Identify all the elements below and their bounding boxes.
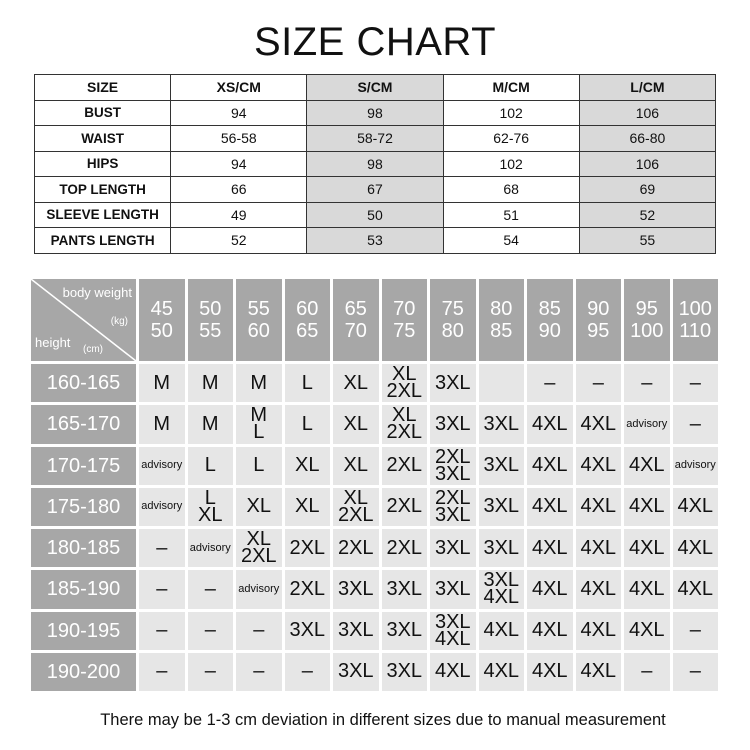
size-cell (576, 364, 622, 402)
size-cell (382, 447, 428, 485)
size-value: 3XL (434, 610, 471, 633)
size-cell (333, 529, 379, 567)
size-value: 3XL (483, 569, 520, 592)
size-cell (236, 612, 282, 650)
size-cell (139, 529, 185, 567)
measurement-row (35, 151, 716, 177)
size-cell (624, 405, 670, 443)
size-value: – (156, 660, 168, 683)
size-value: XL (343, 454, 368, 477)
size-value: 2XL (289, 577, 326, 600)
size-value: 4XL (483, 586, 520, 609)
page-title: SIZE CHART (253, 20, 497, 64)
size-cell (285, 529, 331, 567)
size-value: M (201, 412, 219, 435)
size-value: – (689, 412, 701, 435)
size-cell (333, 570, 379, 608)
size-cell (139, 612, 185, 650)
size-value: 3XL (337, 577, 374, 600)
size-value: 2XL (337, 503, 374, 526)
height-range-header: 190-200 (31, 653, 136, 691)
size-value: advisory (141, 500, 183, 513)
size-cell (527, 364, 573, 402)
size-cell (673, 612, 719, 650)
size-cell (382, 405, 428, 443)
size-value: 4XL (434, 627, 471, 650)
weight-range-value: 100 (678, 298, 712, 320)
weight-range-value: 55 (199, 320, 222, 342)
weight-range-value: 60 (296, 298, 319, 320)
weight-range-header (139, 279, 185, 361)
size-cell (430, 529, 476, 567)
size-value: 3XL (483, 454, 520, 477)
measurement-header-cell: SIZE (35, 75, 171, 101)
size-cell (188, 405, 234, 443)
size-value: 3XL (483, 412, 520, 435)
size-value: 2XL (386, 454, 423, 477)
size-value: – (301, 660, 313, 683)
size-cell (285, 488, 331, 526)
size-value: 3XL (434, 371, 471, 394)
height-range-header: 170-175 (31, 447, 136, 485)
weight-range-header (576, 279, 622, 361)
height-range-header: 175-180 (31, 488, 136, 526)
measurement-table (34, 74, 716, 254)
size-cell (382, 612, 428, 650)
weight-range-value: 65 (296, 320, 319, 342)
size-value: 4XL (628, 619, 665, 642)
size-value: – (204, 577, 216, 600)
size-cell (527, 405, 573, 443)
size-cell (333, 653, 379, 691)
size-value: – (544, 371, 556, 394)
size-value: 4XL (531, 412, 568, 435)
size-value: XL (295, 495, 320, 518)
size-cell (527, 529, 573, 567)
weight-range-header (479, 279, 525, 361)
size-cell (188, 447, 234, 485)
measurement-value: 52 (171, 228, 307, 254)
measurement-value: 58-72 (307, 126, 443, 152)
size-cell (479, 447, 525, 485)
size-value: M (250, 404, 268, 427)
size-value: – (156, 619, 168, 642)
size-value: – (689, 660, 701, 683)
size-cell (576, 653, 622, 691)
size-value: 3XL (386, 619, 423, 642)
measurement-label: HIPS (35, 151, 171, 177)
size-value: 4XL (531, 577, 568, 600)
size-value: – (689, 371, 701, 394)
measurement-value: 54 (443, 228, 579, 254)
size-cell (430, 570, 476, 608)
size-value: XL (246, 495, 271, 518)
size-value: 2XL (386, 380, 423, 403)
size-cell (624, 653, 670, 691)
size-value: 4XL (677, 536, 714, 559)
measurement-row (35, 202, 716, 228)
measurement-value: 102 (443, 100, 579, 126)
size-value: advisory (674, 459, 716, 472)
weight-range-value: 45 (150, 298, 173, 320)
size-value: 4XL (628, 577, 665, 600)
size-cell (188, 529, 234, 567)
size-cell (673, 570, 719, 608)
size-cell (236, 405, 282, 443)
measurement-value: 50 (307, 202, 443, 228)
weight-range-header (333, 279, 379, 361)
size-value: – (204, 660, 216, 683)
weight-range-value: 80 (441, 320, 464, 342)
weight-range-value: 85 (538, 298, 561, 320)
size-cell (333, 364, 379, 402)
weight-range-value: 90 (538, 320, 561, 342)
size-value: 3XL (386, 660, 423, 683)
size-value: M (201, 371, 219, 394)
size-cell (236, 488, 282, 526)
size-value: 4XL (531, 454, 568, 477)
size-value: 2XL (289, 536, 326, 559)
size-value: 4XL (531, 619, 568, 642)
measurement-value: 106 (579, 100, 715, 126)
size-value: – (156, 536, 168, 559)
size-cell (382, 364, 428, 402)
size-cell (527, 653, 573, 691)
size-cell (139, 653, 185, 691)
size-value: 2XL (240, 545, 277, 568)
size-cell (188, 653, 234, 691)
size-value: advisory (189, 541, 231, 554)
weight-range-value: 50 (199, 298, 222, 320)
size-cell (236, 364, 282, 402)
size-value: 4XL (531, 495, 568, 518)
measurement-value: 56-58 (171, 126, 307, 152)
measurement-header-cell: M/CM (443, 75, 579, 101)
size-value: 2XL (434, 445, 471, 468)
size-cell (673, 405, 719, 443)
size-value: L (301, 371, 313, 394)
measurement-row (35, 126, 716, 152)
size-cell (576, 447, 622, 485)
size-cell (382, 529, 428, 567)
size-cell (285, 405, 331, 443)
size-cell (576, 529, 622, 567)
weight-range-value: 80 (490, 298, 513, 320)
size-cell (479, 529, 525, 567)
size-cell (188, 612, 234, 650)
measurement-value: 94 (171, 100, 307, 126)
size-cell (430, 612, 476, 650)
size-value: XL (198, 503, 223, 526)
size-cell (624, 364, 670, 402)
measurement-row (35, 228, 716, 254)
height-range-header: 185-190 (31, 570, 136, 608)
size-value: 3XL (434, 412, 471, 435)
measurement-row (35, 100, 716, 126)
weight-range-value: 70 (344, 320, 367, 342)
measurement-value: 66-80 (579, 126, 715, 152)
weight-range-header (624, 279, 670, 361)
size-value: 3XL (289, 619, 326, 642)
measurement-header-cell: L/CM (579, 75, 715, 101)
size-value: 3XL (337, 660, 374, 683)
size-value: 2XL (337, 536, 374, 559)
height-range-header: 165-170 (31, 405, 136, 443)
size-cell (479, 570, 525, 608)
size-value: 4XL (483, 619, 520, 642)
size-cell (139, 570, 185, 608)
weight-range-value: 75 (393, 320, 416, 342)
measurement-row (35, 177, 716, 203)
size-value: L (253, 421, 265, 444)
weight-range-value: 70 (393, 298, 416, 320)
measurement-value: 62-76 (443, 126, 579, 152)
measurement-note: There may be 1-3 cm deviation in different sizes due to manual measurement (100, 711, 666, 729)
measurement-value: 55 (579, 228, 715, 254)
size-cell (382, 653, 428, 691)
size-value: XL (343, 371, 368, 394)
size-cell (624, 570, 670, 608)
size-cell (285, 653, 331, 691)
size-value: 3XL (337, 619, 374, 642)
measurement-value: 53 (307, 228, 443, 254)
measurement-label: TOP LENGTH (35, 177, 171, 203)
size-value: advisory (238, 582, 280, 595)
size-cell (430, 447, 476, 485)
size-cell (333, 488, 379, 526)
height-weight-grid (31, 279, 718, 691)
size-cell (527, 447, 573, 485)
size-value: 4XL (628, 454, 665, 477)
size-cell (188, 570, 234, 608)
size-value: advisory (141, 459, 183, 472)
size-cell (624, 488, 670, 526)
size-cell (285, 612, 331, 650)
weight-range-value: 50 (150, 320, 173, 342)
size-cell (673, 364, 719, 402)
weight-range-value: 90 (587, 298, 610, 320)
measurement-value: 94 (171, 151, 307, 177)
size-cell (430, 405, 476, 443)
size-cell (285, 570, 331, 608)
size-value: 3XL (434, 536, 471, 559)
size-cell (430, 364, 476, 402)
size-value: advisory (626, 417, 668, 430)
measurement-value: 102 (443, 151, 579, 177)
size-cell (333, 405, 379, 443)
size-value: 4XL (580, 577, 617, 600)
size-value: XL (246, 528, 271, 551)
size-value: 2XL (386, 421, 423, 444)
size-value: 4XL (483, 660, 520, 683)
size-cell (673, 447, 719, 485)
size-value: 4XL (580, 412, 617, 435)
size-cell (236, 653, 282, 691)
size-cell (624, 612, 670, 650)
size-cell (333, 447, 379, 485)
size-value: 4XL (580, 536, 617, 559)
size-value: – (689, 619, 701, 642)
size-cell (576, 570, 622, 608)
size-cell (624, 447, 670, 485)
size-value: 4XL (628, 536, 665, 559)
size-value: 3XL (483, 536, 520, 559)
size-cell (576, 612, 622, 650)
weight-range-value: 65 (344, 298, 367, 320)
measurement-header-row (35, 75, 716, 101)
size-value: 3XL (434, 503, 471, 526)
weight-range-header (236, 279, 282, 361)
height-range-header: 180-185 (31, 529, 136, 567)
size-value: L (204, 486, 216, 509)
size-value: XL (343, 486, 368, 509)
size-value: 4XL (580, 619, 617, 642)
measurement-value: 52 (579, 202, 715, 228)
measurement-value: 67 (307, 177, 443, 203)
measurement-value: 69 (579, 177, 715, 203)
weight-range-header (527, 279, 573, 361)
size-cell (527, 612, 573, 650)
size-cell (576, 405, 622, 443)
size-value: 4XL (677, 577, 714, 600)
size-value: 3XL (434, 462, 471, 485)
size-cell (139, 488, 185, 526)
measurement-label: PANTS LENGTH (35, 228, 171, 254)
size-cell (382, 488, 428, 526)
size-value: L (301, 412, 313, 435)
size-cell (673, 529, 719, 567)
size-value: – (204, 619, 216, 642)
size-value: 3XL (483, 495, 520, 518)
size-value: 4XL (580, 660, 617, 683)
size-value: L (253, 454, 265, 477)
size-cell (188, 364, 234, 402)
size-value: XL (392, 404, 417, 427)
size-cell (479, 405, 525, 443)
size-cell (576, 488, 622, 526)
size-value: 4XL (434, 660, 471, 683)
size-cell (673, 653, 719, 691)
size-cell (479, 488, 525, 526)
size-value: – (641, 371, 653, 394)
size-cell (527, 570, 573, 608)
size-value: – (592, 371, 604, 394)
weight-range-header (673, 279, 719, 361)
size-value: 4XL (531, 660, 568, 683)
weight-range-value: 95 (587, 320, 610, 342)
size-value: 4XL (628, 495, 665, 518)
measurement-label: WAIST (35, 126, 171, 152)
size-cell (479, 364, 525, 402)
size-value: – (641, 660, 653, 683)
size-value: M (250, 371, 268, 394)
weight-range-value: 85 (490, 320, 513, 342)
size-value: M (153, 412, 171, 435)
measurement-label: BUST (35, 100, 171, 126)
height-label: height (35, 335, 71, 350)
height-unit-label: (cm) (83, 344, 103, 355)
measurement-label: SLEEVE LENGTH (35, 202, 171, 228)
size-value: 4XL (580, 495, 617, 518)
size-cell (479, 612, 525, 650)
weight-range-value: 95 (635, 298, 658, 320)
size-cell (139, 364, 185, 402)
size-value: – (253, 660, 265, 683)
size-cell (333, 612, 379, 650)
size-cell (624, 529, 670, 567)
measurement-header-cell: S/CM (307, 75, 443, 101)
measurement-header-cell: XS/CM (171, 75, 307, 101)
size-cell (285, 364, 331, 402)
weight-range-header (285, 279, 331, 361)
body-weight-label: body weight (62, 285, 132, 300)
size-cell (188, 488, 234, 526)
size-cell (139, 447, 185, 485)
size-value: XL (295, 454, 320, 477)
size-cell (382, 570, 428, 608)
measurement-value: 98 (307, 151, 443, 177)
size-cell (430, 653, 476, 691)
size-value: – (253, 619, 265, 642)
weight-range-header (382, 279, 428, 361)
weight-range-header (430, 279, 476, 361)
size-cell (479, 653, 525, 691)
measurement-value: 98 (307, 100, 443, 126)
size-value: 4XL (580, 454, 617, 477)
grid-corner-header (31, 279, 136, 361)
size-value: – (156, 577, 168, 600)
size-cell (139, 405, 185, 443)
size-value: 2XL (434, 486, 471, 509)
weight-range-value: 100 (630, 320, 664, 342)
size-cell (285, 447, 331, 485)
size-cell (236, 447, 282, 485)
weight-range-value: 75 (441, 298, 464, 320)
weight-range-value: 110 (679, 320, 712, 342)
size-value: 4XL (531, 536, 568, 559)
height-range-header: 160-165 (31, 364, 136, 402)
size-cell (236, 570, 282, 608)
size-value: 3XL (434, 577, 471, 600)
weight-unit-label: (kg) (110, 316, 128, 327)
size-cell (527, 488, 573, 526)
measurement-value: 51 (443, 202, 579, 228)
size-cell (430, 488, 476, 526)
size-value: XL (343, 412, 368, 435)
size-value: M (153, 371, 171, 394)
size-value: XL (392, 363, 417, 386)
size-value: 4XL (677, 495, 714, 518)
weight-range-value: 60 (247, 320, 270, 342)
weight-range-header (188, 279, 234, 361)
size-value: L (204, 454, 216, 477)
size-cell (673, 488, 719, 526)
size-value: 3XL (386, 577, 423, 600)
size-cell (236, 529, 282, 567)
measurement-value: 49 (171, 202, 307, 228)
measurement-value: 68 (443, 177, 579, 203)
height-range-header: 190-195 (31, 612, 136, 650)
measurement-value: 106 (579, 151, 715, 177)
measurement-value: 66 (171, 177, 307, 203)
size-value: 2XL (386, 495, 423, 518)
size-value: 2XL (386, 536, 423, 559)
weight-range-value: 55 (247, 298, 270, 320)
